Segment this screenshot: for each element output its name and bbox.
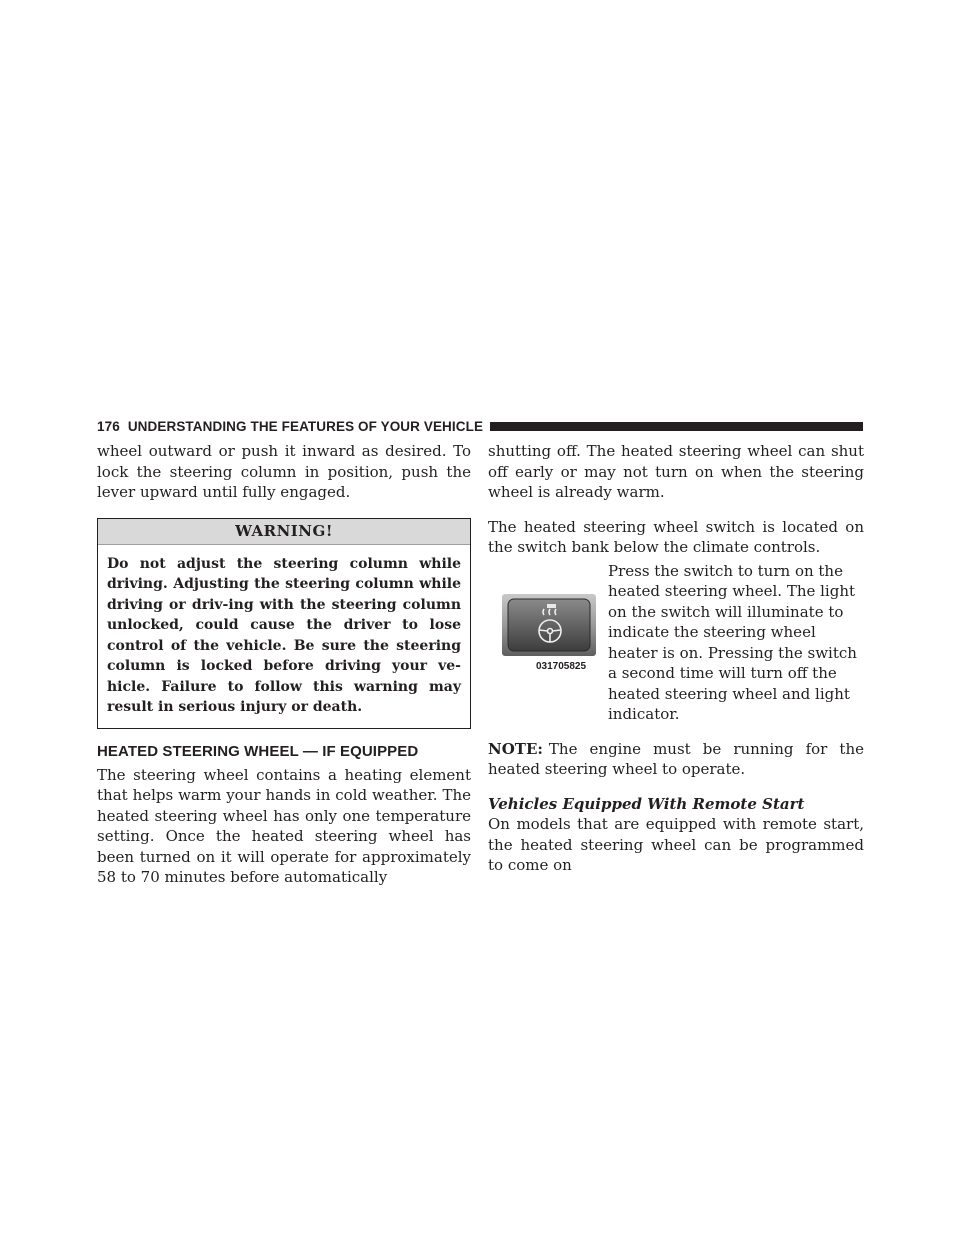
paragraph-shut-off: shutting off. The heated steering wheel can shut off early or may not turn on when the steering wheel is already warm. xyxy=(488,442,864,501)
right-column xyxy=(488,441,864,876)
section-title: HEATED STEERING WHEEL — IF EQUIPPED xyxy=(97,742,419,760)
warning-title: WARNING! xyxy=(98,519,470,545)
header-text xyxy=(97,419,483,434)
note-text: The engine must be running for the heated steering wheel to operate. xyxy=(488,739,864,778)
header-rule xyxy=(490,422,863,431)
paragraph-lock-steering: wheel outward or push it inward as desired. To lock the steering column in position, push the lever upward until fully engaged. xyxy=(97,442,471,501)
note-label: NOTE: xyxy=(488,739,543,758)
note-paragraph xyxy=(488,739,864,780)
paragraph-heated-wheel: The steering wheel contains a heating element that helps warm your hands in cold weather. The heated steering wheel has only one temperature setting. Once the heated steering wheel has been turned on it will operate for approximately 58 to 70 minutes before automatically xyxy=(97,765,471,886)
heated-steering-wheel-switch-icon xyxy=(502,594,596,680)
page-number: 176 xyxy=(97,418,120,434)
paragraph-remote-start: On models that are equipped with remote start, the heated steering wheel can be programmed to come on xyxy=(488,815,864,874)
paragraph-press-switch: Press the switch to turn on the heated steering wheel. The light on the switch will illuminate to indicate the steering wheel heater is on. Pressing the switch a second time will turn off the heated steering wheel and light indicator. xyxy=(608,561,857,723)
subhead-remote-start: Vehicles Equipped With Remote Start xyxy=(488,794,805,813)
paragraph-switch-location: The heated steering wheel switch is located on the switch bank below the climate controls. xyxy=(488,517,864,556)
page-header xyxy=(97,416,863,436)
switch-figure-block xyxy=(488,561,864,725)
warning-text: Do not adjust the steering column while driving. Adjusting the steering column while driving or driv-ing with the steering column unlocked, could cause the driver to lose control of the vehicle. Be sure the steering column is locked before driving your ve-hicle. Failure to follow this warning may result in serious injury or death. xyxy=(107,555,461,715)
figure-code: 031705825 xyxy=(536,660,587,672)
warning-box xyxy=(97,518,471,729)
left-column xyxy=(97,441,471,888)
section-heading: UNDERSTANDING THE FEATURES OF YOUR VEHICLE xyxy=(127,418,484,434)
